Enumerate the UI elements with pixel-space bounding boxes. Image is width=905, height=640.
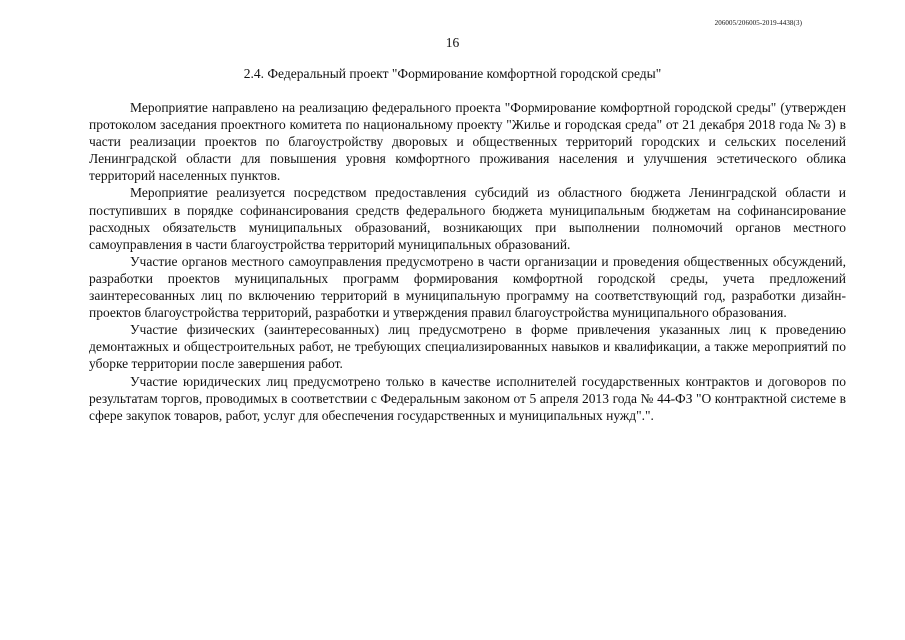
section-title: 2.4. Федеральный проект "Формирование комфортной городской среды" <box>243 66 662 81</box>
paragraph-5: Участие юридических лиц предусмотрено только в качестве исполнителей государственных контрактов и договоров по результатам торгов, проводимых в соответствии с Федеральным законом от 5 апреля 2013 года № 44-ФЗ "О контрактной системе в сфере закупок товаров, работ, услуг для обеспечения государственных и муниципальных нужд".". <box>89 373 846 423</box>
document-id: 206005/206005-2019-4438(3) <box>714 19 802 27</box>
document-body <box>89 99 846 424</box>
paragraph-1: Мероприятие направлено на реализацию федерального проекта "Формирование комфортной городской среды" (утвержден протоколом заседания проектного комитета по национальному проекту "Жилье и городская среда" от 21 декабря 2018 года № 3) в части реализации проектов по благоустройству дворовых и общественных территорий городских и сельских поселений Ленинградской области для повышения уровня комфортного проживания населения и улучшения эстетического облика территорий населенных пунктов. <box>89 100 846 184</box>
paragraph-2: Мероприятие реализуется посредством предоставления субсидий из областного бюджета Ленинградской области и поступивших в порядке софинансирования средств федерального бюджета муниципальным бюджетам на софинансирование расходных обязательств муниципальных образований, возникающих при выполнении полномочий органов местного самоуправления в части благоустройства территорий муниципальных образований. <box>89 185 846 252</box>
paragraph-4: Участие физических (заинтересованных) лиц предусмотрено в форме привлечения указанных лиц к проведению демонтажных и общестроительных работ, не требующих специализированных навыков и квалификации, а также мероприятий по уборке территории после завершения работ. <box>89 322 846 372</box>
page-number: 16 <box>445 35 460 50</box>
paragraph-3: Участие органов местного самоуправления предусмотрено в части организации и проведения общественных обсуждений, разработки проектов муниципальных программ формирования комфортной городской среды, учета предложений заинтересованных лиц по включению территорий в муниципальную программу на соответствующий год, разработки дизайн-проектов благоустройства территорий, разработки и утверждения правил благоустройства муниципального образования. <box>89 253 846 321</box>
